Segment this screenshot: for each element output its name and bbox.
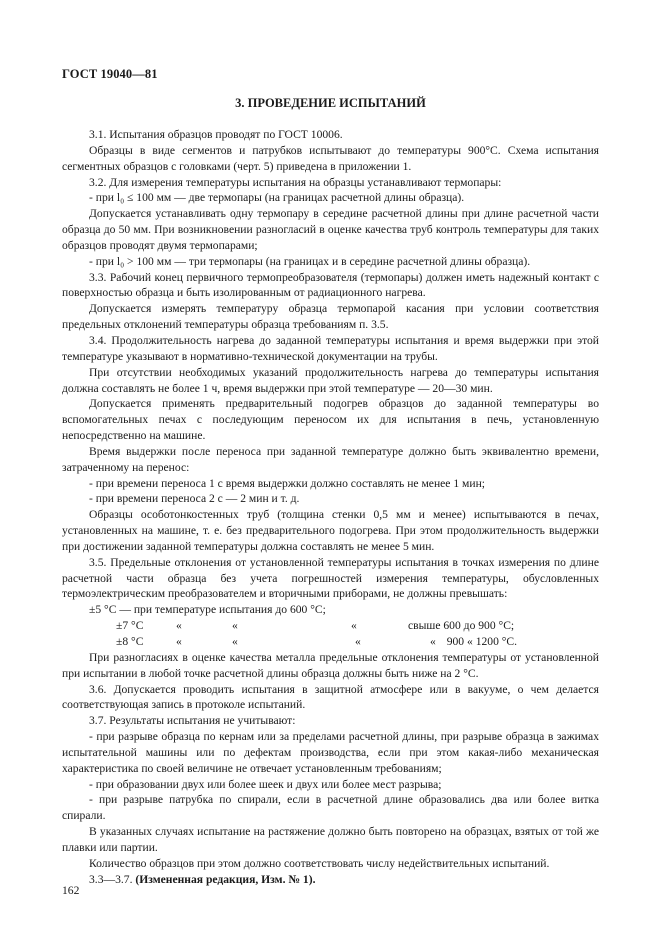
paragraph-3-7: 3.7. Результаты испытания не учитывают: <box>89 714 296 728</box>
list-item-necks: - при образовании двух или более шеек и двух или более мест разрыва; <box>89 777 442 791</box>
ditto-mark: « <box>430 635 436 648</box>
ditto-mark: « <box>355 635 361 648</box>
tolerance-row-3-tail <box>381 634 521 650</box>
paragraph-3-6: 3.6. Допускается проводить испытания в защитной атмосфере или в вакууме, о чем делается соответствующая запись в протоколе испытаний. <box>62 682 599 712</box>
ditto-mark: « <box>351 619 357 633</box>
ditto-mark: « <box>176 619 182 633</box>
paragraph-amendment <box>62 872 599 888</box>
tolerance-row-2-dev: ±7 °С <box>116 619 144 633</box>
list-item-transfer-1s: - при времени переноса 1 с время выдержки должно составлять не менее 1 мин; <box>89 476 486 490</box>
list-item-rupture-marks: - при разрыве образца по кернам или за пределами расчетной длины, при разрыве образца в зажимах испытательной машины или по дефектам производства, если при этом какая-либо механическая характеристика по своей величине не отвечает установленным требованиям; <box>62 730 599 775</box>
amendment-prefix: 3.3—3.7. <box>89 872 136 886</box>
paragraph-segments: Образцы в виде сегментов и патрубков испытывают до температуры 900°С. Схема испытания сегментных образцов с головками (черт. 5) приведена в приложении 1. <box>62 143 599 173</box>
paragraph-preheating: Допускается применять предварительный подогрев образцов до заданной температуры во вспомогательных печах с последующим переносом их для испытания в печь, установленную непосредственно на машине. <box>62 397 599 443</box>
list-item-spiral: - при разрыве патрубка по спирали, если в расчетной длине образовались два или более витка спирали. <box>62 793 599 823</box>
tolerance-row-2-range: свыше 600 до 900 °С; <box>408 619 515 633</box>
paragraph-heating-time: При отсутствии необходимых указаний продолжительность нагрева до температуры испытания должна составлять не более 1 ч, время выдержки при этой температуре — 20—30 мин. <box>62 365 599 395</box>
paragraph-3-3: 3.3. Рабочий конец первичного термопреобразователя (термопары) должен иметь надежный контакт с поверхностью образца и быть изолированным от радиационного нагрева. <box>62 270 599 300</box>
tolerance-row-1: ±5 °С — при температуре испытания до 600 °С; <box>89 603 326 617</box>
section-title: 3. ПРОВЕДЕНИЕ ИСПЫТАНИЙ <box>235 96 426 110</box>
ditto-mark: « <box>232 635 238 648</box>
tolerance-row-2 <box>62 618 599 634</box>
paragraph-3-4: 3.4. Продолжительность нагрева до заданной температуры испытания и время выдержки при этой температуре указывают в нормативно-технической документации на трубы. <box>62 333 599 363</box>
paragraph-3-2: 3.2. Для измерения температуры испытания на образцы устанавливают термопары: <box>89 175 502 189</box>
paragraph-thin-wall: Образцы особотонкостенных труб (толщина стенки 0,5 мм и менее) испытываются в печах, установленных на машине, т. е. без предварительного подогрева. При этом продолжительность выдержки при достижении заданной температуры должна составлять не менее 5 мин. <box>62 508 599 553</box>
list-item-two-thermocouples: - при l₀ ≤ 100 мм — две термопары (на границах расчетной длины образца). <box>89 191 465 205</box>
paragraph-3-1: 3.1. Испытания образцов проводят по ГОСТ 10006. <box>89 128 343 141</box>
tolerance-row-3-range: 900 « 1200 °С. <box>446 635 518 648</box>
amendment-note: (Измененная редакция, Изм. № 1). <box>135 872 316 886</box>
list-item-transfer-2s: - при времени переноса 2 с — 2 мин и т. д. <box>89 492 300 506</box>
paragraph-one-thermocouple: Допускается устанавливать одну термопару в середине расчетной длины при длине расчетной части образца до 50 мм. При возникновении разногласий в оценке качества труб контроль температуры для таких образцов проводят двумя термопарами; <box>62 207 599 252</box>
paragraph-3-5: 3.5. Предельные отклонения от установленной температуры испытания в точках измерения по длине расчетной части образца без учета погрешностей измерения температуры, обусловленных термоэлектрическим преобразователем и вторичными приборами, не должны превышать: <box>62 555 599 601</box>
body-text <box>62 127 599 888</box>
paragraph-disagreement: При разногласиях в оценке качества металла предельные отклонения температуры от установленной при испытании в любой точке расчетной длины образца должны быть ниже на 2 °С. <box>62 650 599 680</box>
tolerance-row-3-dev: ±8 °С <box>116 635 144 648</box>
standard-header: ГОСТ 19040—81 <box>62 67 158 81</box>
paragraph-sample-count: Количество образцов при этом должно соответствовать числу недействительных испытаний. <box>89 856 550 870</box>
paragraph-retest: В указанных случаях испытание на растяжение должно быть повторено на образцах, взятых от той же плавки или партии. <box>62 825 599 854</box>
ditto-mark: « <box>176 635 182 648</box>
ditto-mark: « <box>232 619 238 633</box>
paragraph-contact-thermocouple: Допускается измерять температуру образца термопарой касания при условии соответствия предельных отклонений температуры образца требованиям п. 3.5. <box>62 302 599 332</box>
paragraph-holding-time: Время выдержки после переноса при заданной температуре должно быть эквивалентно времени, затраченному на перенос: <box>62 444 599 474</box>
page-number: 162 <box>62 884 80 897</box>
tolerance-row-3 <box>62 634 599 650</box>
list-item-three-thermocouples: - при l₀ > 100 мм — три термопары (на границах и в середине расчетной длины образца). <box>89 254 531 268</box>
